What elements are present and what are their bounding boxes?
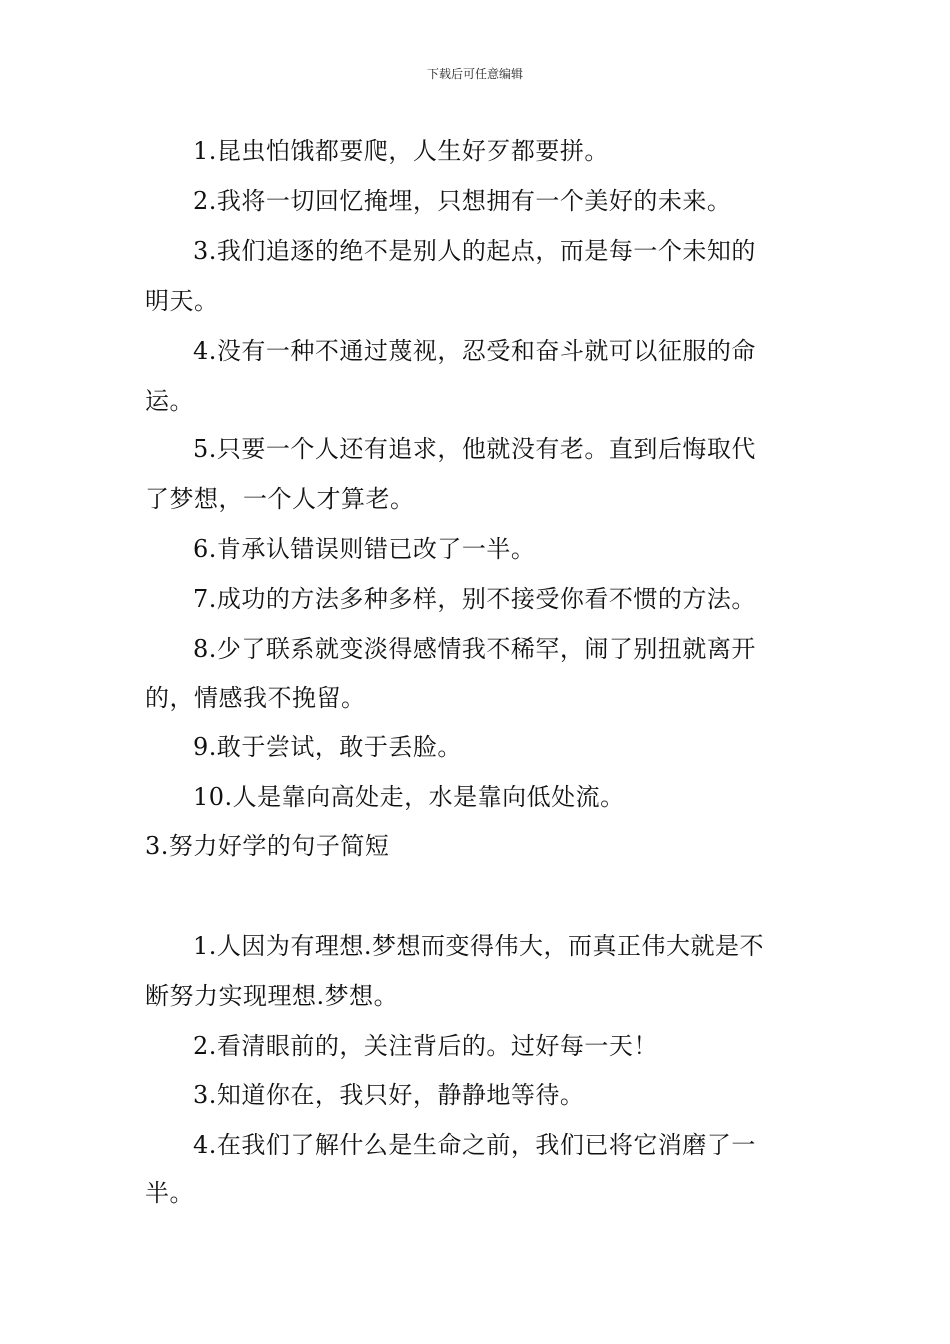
list-item-line: 7.成功的方法多种多样，别不接受你看不惯的方法。	[193, 585, 756, 613]
list-item-line: 断努力实现理想.梦想。	[145, 982, 399, 1010]
list-item-line: 3.我们追逐的绝不是别人的起点，而是每一个未知的	[193, 237, 756, 265]
list-item-line: 4.没有一种不通过蔑视，忍受和奋斗就可以征服的命	[193, 337, 756, 365]
list-item-line: 明天。	[145, 287, 219, 315]
list-item-line: 5.只要一个人还有追求，他就没有老。直到后悔取代	[193, 435, 756, 463]
list-item-line: 10.人是靠向高处走，水是靠向低处流。	[193, 783, 625, 811]
list-item-line: 4.在我们了解什么是生命之前，我们已将它消磨了一	[193, 1131, 756, 1159]
list-item-line: 的，情感我不挽留。	[145, 684, 366, 712]
list-item-line: 1.昆虫怕饿都要爬，人生好歹都要拼。	[193, 137, 609, 165]
list-item-line: 2.看清眼前的，关注背后的。过好每一天！	[193, 1032, 658, 1060]
list-item-line: 6.肯承认错误则错已改了一半。	[193, 535, 536, 563]
list-item-line: 3.知道你在，我只好，静静地等待。	[193, 1081, 585, 1109]
list-item-line: 8.少了联系就变淡得感情我不稀罕，闹了别扭就离开	[193, 635, 756, 663]
list-item-line: 1.人因为有理想.梦想而变得伟大，而真正伟大就是不	[193, 932, 765, 960]
section-heading: 3.努力好学的句子简短	[145, 832, 390, 860]
list-item-line: 2.我将一切回忆掩埋，只想拥有一个美好的未来。	[193, 187, 732, 215]
page-header-note: 下载后可任意编辑	[426, 67, 523, 81]
list-item-line: 了梦想，一个人才算老。	[145, 485, 415, 513]
list-item-line: 半。	[145, 1179, 194, 1207]
list-item-line: 运。	[145, 387, 194, 415]
list-item-line: 9.敢于尝试，敢于丢脸。	[193, 733, 462, 761]
